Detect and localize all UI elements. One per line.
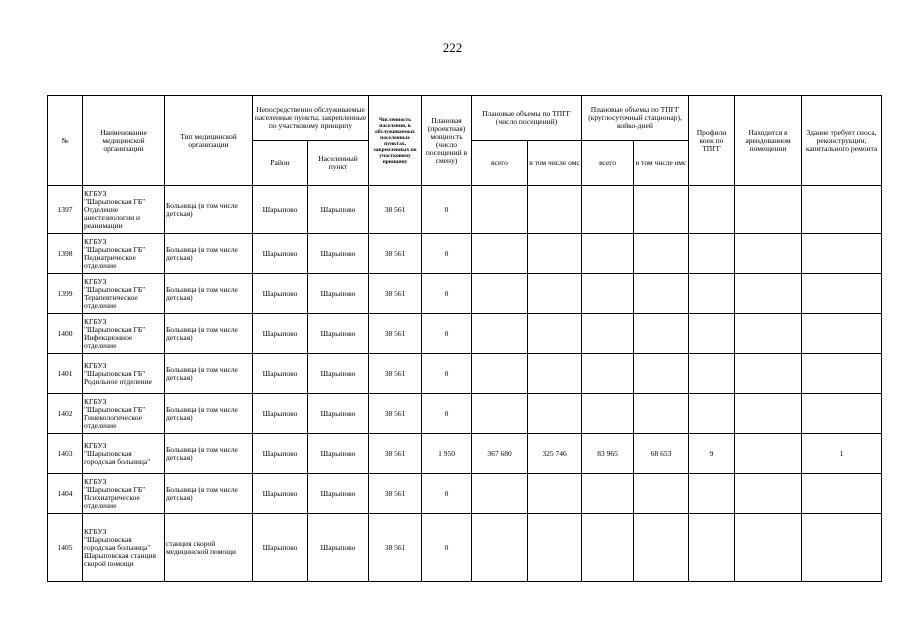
row-number: 1402 [48,394,83,434]
repair-cell [802,354,882,394]
settlement-cell: Шарыпово [308,474,369,514]
bed-total-cell [582,354,634,394]
page-number: 222 [442,40,463,55]
rented-cell [735,186,802,234]
district-cell: Шарыпово [253,234,308,274]
table-body [48,186,882,582]
organization-name [83,354,165,394]
population-cell: 38 561 [369,354,422,394]
visits-oms-cell: 325 746 [528,434,582,474]
population-cell: 38 561 [369,474,422,514]
organization-type: Больница (в том числе детская) [165,394,253,434]
repair-cell [802,474,882,514]
settlement-cell: Шарыпово [308,186,369,234]
organization-type: Больница (в том числе детская) [165,274,253,314]
visits-total-cell [472,474,528,514]
population-cell: 38 561 [369,274,422,314]
population-cell: 38 561 [369,314,422,354]
bed-profile-cell [689,354,735,394]
organization-name-line: Педиатрическое отделение [84,252,136,270]
organization-name [83,186,165,234]
organization-name-line: "Шарыповская городская больница" [84,534,151,552]
header-population: Численность населения, в обслуживаемых населенных пунктах, закрепленных по участковому принципу [369,96,422,186]
settlement-cell: Шарыпово [308,354,369,394]
visits-oms-cell [528,314,582,354]
repair-cell [802,234,882,274]
header-bed-oms: в том числе омс [634,141,689,186]
organization-name-line: Родильное отделение [84,376,152,386]
settlement-cell: Шарыпово [308,314,369,354]
header-bed-profile: Профили коек по ТПГГ [689,96,735,186]
table-row [48,234,882,274]
repair-cell: 1 [802,434,882,474]
organization-name-line: КГБУЗ [84,476,107,486]
row-number: 1398 [48,234,83,274]
header-repair: Здание требует сноса, реконструкции, капитального ремонта [802,96,882,186]
bed-oms-cell [634,394,689,434]
settlement-cell: Шарыпово [308,274,369,314]
header-tpgg-visits: Плановые объемы по ТПГГ (число посещений) [472,96,582,141]
header-rented: Находится в арендованном помещении [735,96,802,186]
organization-name-line: КГБУЗ [84,236,107,246]
organization-name [83,394,165,434]
organization-name-line: Отделение анестезиологии и реанимации [84,204,140,230]
visits-oms-cell [528,234,582,274]
organization-name-line: КГБУЗ [84,360,107,370]
table-row [48,514,882,582]
population-cell: 38 561 [369,186,422,234]
district-cell: Шарыпово [253,354,308,394]
visits-total-cell: 367 680 [472,434,528,474]
capacity-cell: 1 950 [422,434,472,474]
visits-oms-cell [528,514,582,582]
visits-oms-cell [528,354,582,394]
district-cell: Шарыпово [253,394,308,434]
visits-oms-cell [528,274,582,314]
bed-oms-cell [634,314,689,354]
visits-oms-cell [528,474,582,514]
table-row [48,394,882,434]
visits-total-cell [472,354,528,394]
organization-type: Больница (в том числе детская) [165,474,253,514]
capacity-cell: 0 [422,314,472,354]
capacity-cell: 0 [422,274,472,314]
table-row [48,474,882,514]
district-cell: Шарыпово [253,434,308,474]
bed-total-cell [582,274,634,314]
row-number: 1403 [48,434,83,474]
district-cell: Шарыпово [253,314,308,354]
bed-total-cell [582,514,634,582]
row-number: 1399 [48,274,83,314]
population-cell: 38 561 [369,434,422,474]
organization-name-line: "Шарыповская ГБ" [84,196,146,206]
organization-name-line: Психиатрическое отделение [84,492,140,510]
bed-oms-cell [634,234,689,274]
repair-cell [802,394,882,434]
bed-profile-cell [689,314,735,354]
organization-name [83,274,165,314]
capacity-cell: 0 [422,234,472,274]
district-cell: Шарыпово [253,186,308,234]
organization-name-line: КГБУЗ [84,276,107,286]
capacity-cell: 0 [422,354,472,394]
population-cell: 38 561 [369,514,422,582]
table-row [48,434,882,474]
settlement-cell: Шарыпово [308,434,369,474]
bed-total-cell: 83 965 [582,434,634,474]
organization-type: Больница (в том числе детская) [165,234,253,274]
header-tpgg-bed: Плановые объемы по ТПГГ (круглосуточный стационар), койко-дней [582,96,689,141]
medical-organizations-table [47,95,882,582]
repair-cell [802,274,882,314]
visits-oms-cell [528,394,582,434]
settlement-cell: Шарыпово [308,234,369,274]
bed-profile-cell [689,474,735,514]
table-row [48,274,882,314]
header-capacity: Плановая (проектная) мощность (число посещений в смену) [422,96,472,186]
organization-name [83,234,165,274]
rented-cell [735,354,802,394]
organization-name-line: "Шарыповская ГБ" [84,404,146,414]
repair-cell [802,186,882,234]
rented-cell [735,274,802,314]
organization-name-line: "Шарыповская ГБ" [84,484,146,494]
header-settlement: Населенный пункт [308,141,369,186]
organization-name-line: Терапевтическое отделение [84,292,138,310]
settlement-cell: Шарыпово [308,394,369,434]
organization-name [83,474,165,514]
visits-total-cell [472,514,528,582]
population-cell: 38 561 [369,394,422,434]
organization-name-line: КГБУЗ [84,440,107,450]
organization-name-line: Инфекционное отделение [84,332,133,350]
bed-total-cell [582,234,634,274]
row-number: 1405 [48,514,83,582]
bed-oms-cell: 68 653 [634,434,689,474]
table-row [48,314,882,354]
bed-profile-cell [689,514,735,582]
organization-type: Больница (в том числе детская) [165,186,253,234]
settlement-cell: Шарыпово [308,514,369,582]
header-org-type: Тип медицинской организации [165,96,253,186]
capacity-cell: 0 [422,514,472,582]
header-org-name: Наименование медицинской организации [83,96,165,186]
organization-name-line: "Шарыповская ГБ" [84,324,146,334]
table-row [48,186,882,234]
visits-total-cell [472,394,528,434]
header-district: Район [253,141,308,186]
rented-cell [735,514,802,582]
visits-oms-cell [528,186,582,234]
district-cell: Шарыпово [253,474,308,514]
bed-oms-cell [634,354,689,394]
header-visits-total: всего [472,141,528,186]
bed-total-cell [582,186,634,234]
row-number: 1401 [48,354,83,394]
capacity-cell: 0 [422,474,472,514]
organization-type: Больница (в том числе детская) [165,434,253,474]
organization-name-line: "Шарыповская ГБ" [84,284,146,294]
bed-oms-cell [634,186,689,234]
visits-total-cell [472,186,528,234]
organization-name-line: "Шарыповская ГБ" [84,244,146,254]
organization-name-line: "Шарыповская городская больница" [84,448,151,466]
rented-cell [735,394,802,434]
organization-type: станция скорой медицинской помощи [165,514,253,582]
population-cell: 38 561 [369,234,422,274]
organization-type: Больница (в том числе детская) [165,354,253,394]
bed-oms-cell [634,474,689,514]
header-visits-oms: в том числе омс [528,141,582,186]
organization-name-line: "Шарыповская ГБ" [84,368,146,378]
rented-cell [735,474,802,514]
header-num: № [48,96,83,186]
organization-name-line: КГБУЗ [84,526,107,536]
organization-name [83,434,165,474]
visits-total-cell [472,234,528,274]
bed-profile-cell [689,234,735,274]
bed-oms-cell [634,274,689,314]
visits-total-cell [472,274,528,314]
row-number: 1400 [48,314,83,354]
bed-total-cell [582,394,634,434]
organization-name [83,514,165,582]
district-cell: Шарыпово [253,274,308,314]
rented-cell [735,434,802,474]
capacity-cell: 0 [422,186,472,234]
bed-profile-cell [689,274,735,314]
bed-profile-cell [689,186,735,234]
visits-total-cell [472,314,528,354]
header-served-group: Непосредственно обслуживаемые населенные пункты, закрепленные по участковому принципу [253,96,369,141]
organization-name [83,314,165,354]
bed-total-cell [582,314,634,354]
bed-total-cell [582,474,634,514]
bed-oms-cell [634,514,689,582]
organization-type: Больница (в том числе детская) [165,314,253,354]
bed-profile-cell: 9 [689,434,735,474]
organization-name-line: КГБУЗ [84,396,107,406]
rented-cell [735,234,802,274]
row-number: 1397 [48,186,83,234]
table-row [48,354,882,394]
district-cell: Шарыпово [253,514,308,582]
rented-cell [735,314,802,354]
organization-name-line: Шарыповская станция скорой помощи [84,550,156,568]
capacity-cell: 0 [422,394,472,434]
row-number: 1404 [48,474,83,514]
organization-name-line: КГБУЗ [84,188,107,198]
repair-cell [802,514,882,582]
organization-name-line: КГБУЗ [84,316,107,326]
repair-cell [802,314,882,354]
bed-profile-cell [689,394,735,434]
organization-name-line: Гинекологическое отделение [84,412,142,430]
header-bed-total: всего [582,141,634,186]
